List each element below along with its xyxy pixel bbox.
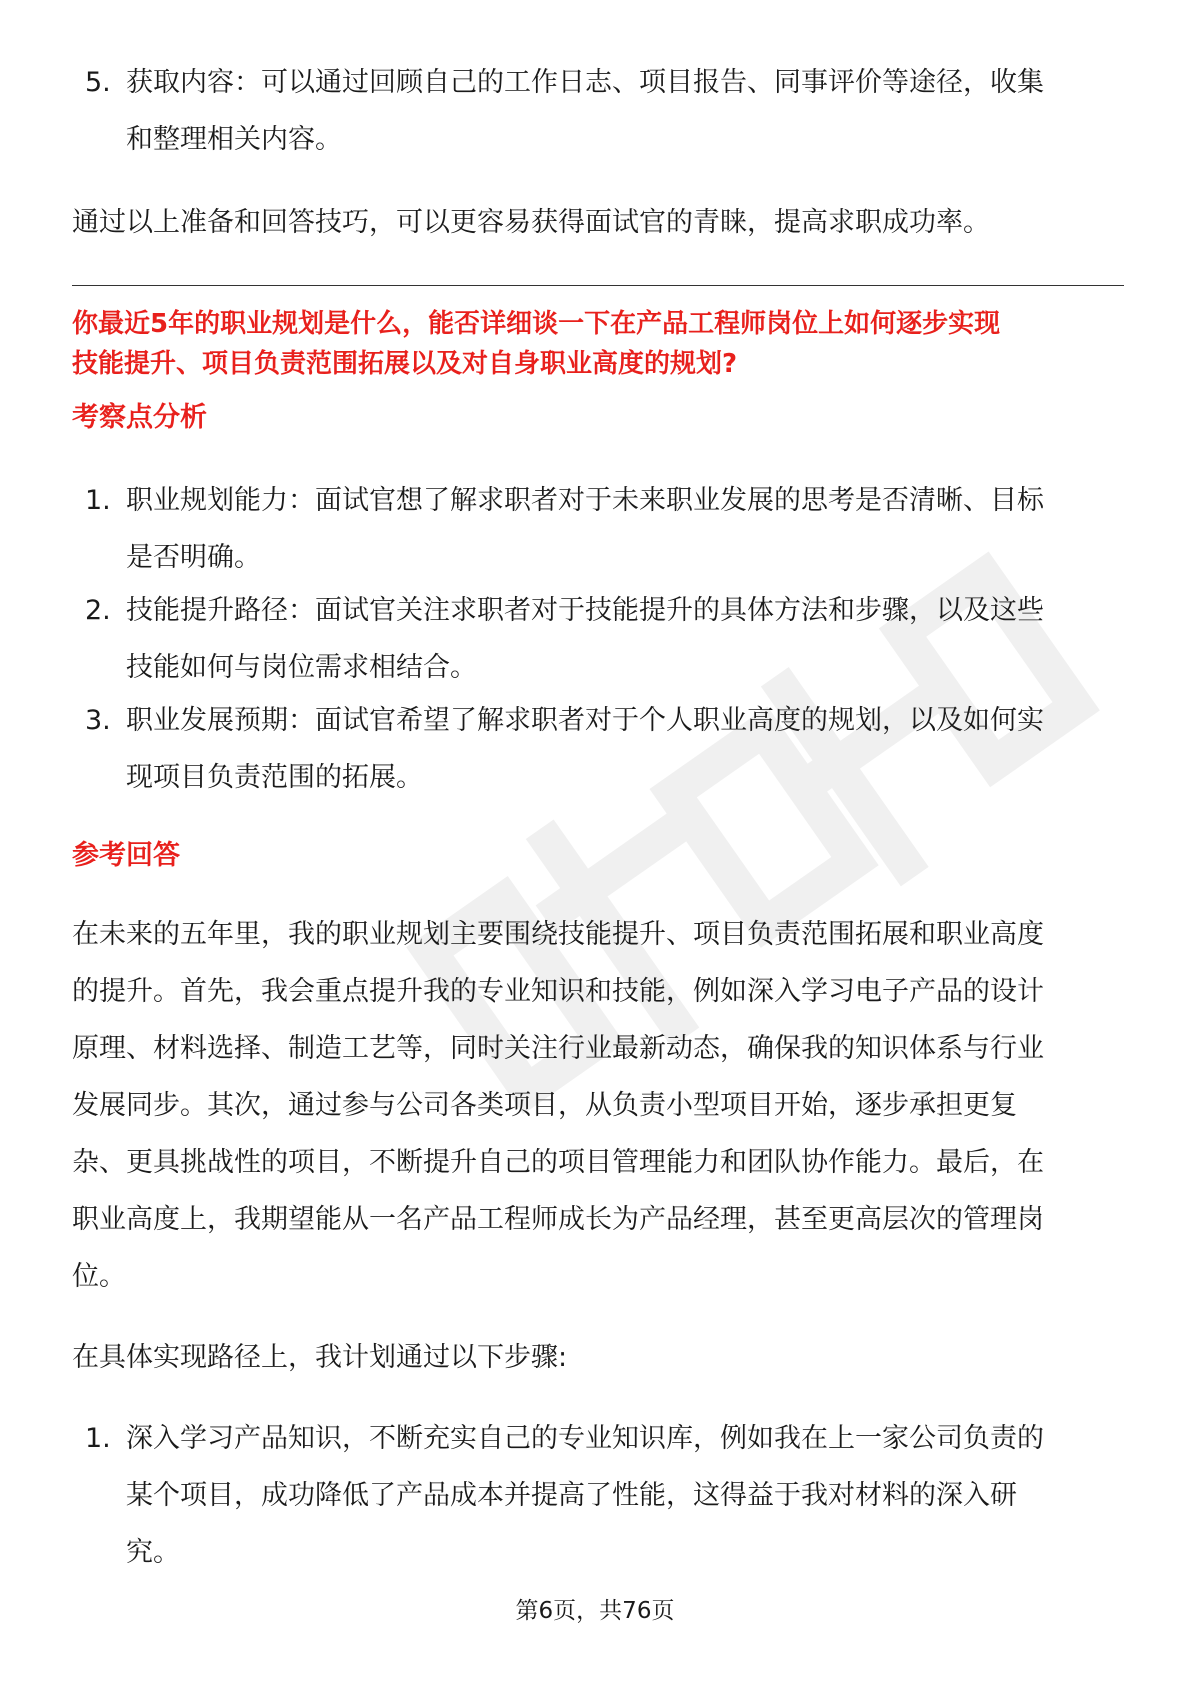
summary-text: 通过以上准备和回答技巧，可以更容易获得面试官的青睐，提高求职成功率。 [72, 207, 990, 238]
page-footer: 第6页，共76页 [515, 1598, 675, 1624]
analysis-heading: 考察点分析 [72, 402, 207, 433]
list-item-text-cont: 某个项目，成功降低了产品成本并提高了性能，这得益于我对材料的深入研 [126, 1480, 1017, 1511]
list-item [72, 54, 1124, 168]
list-item-number: 3. [85, 705, 111, 736]
list-item-text-cont: 现项目负责范围的拓展。 [126, 762, 423, 793]
answer-line: 位。 [72, 1261, 126, 1292]
list-item-text: 技能提升路径：面试官关注求职者对于技能提升的具体方法和步骤，以及这些 [126, 595, 1044, 626]
list-item-text-cont: 是否明确。 [126, 542, 261, 573]
answer-line: 杂、更具挑战性的项目，不断提升自己的项目管理能力和团队协作能力。最后，在 [72, 1147, 1044, 1178]
question-line: 你最近5年的职业规划是什么，能否详细谈一下在产品工程师岗位上如何逐步实现 [72, 309, 1001, 339]
list-item-text: 获取内容：可以通过回顾自己的工作日志、项目报告、同事评价等途径，收集 [126, 67, 1044, 98]
list-item-number: 5. [85, 67, 111, 98]
answer-line: 在未来的五年里，我的职业规划主要围绕技能提升、项目负责范围拓展和职业高度 [72, 919, 1044, 950]
question-line: 技能提升、项目负责范围拓展以及对自身职业高度的规划? [72, 349, 738, 379]
answer-heading: 参考回答 [72, 840, 180, 871]
steps-list [72, 1410, 1124, 1581]
list-item-text: 深入学习产品知识，不断充实自己的专业知识库，例如我在上一家公司负责的 [126, 1423, 1044, 1454]
list-item [72, 582, 1124, 696]
list-item-number: 1. [85, 1423, 111, 1454]
answer-line: 发展同步。其次，通过参与公司各类项目，从负责小型项目开始，逐步承担更复 [72, 1090, 1017, 1121]
section-divider [72, 285, 1124, 286]
list-item-text-cont: 和整理相关内容。 [126, 124, 342, 155]
list-item-text-cont: 究。 [126, 1537, 180, 1568]
list-item [72, 472, 1124, 586]
answer-line: 职业高度上，我期望能从一名产品工程师成长为产品经理，甚至更高层次的管理岗 [72, 1204, 1044, 1235]
list-item-number: 1. [85, 485, 111, 516]
list-item-number: 2. [85, 595, 111, 626]
question-heading [72, 304, 1124, 384]
answer-paragraph [72, 906, 1124, 1305]
answer-line: 的提升。首先，我会重点提升我的专业知识和技能，例如深入学习电子产品的设计 [72, 976, 1044, 1007]
list-item-text: 职业规划能力：面试官想了解求职者对于未来职业发展的思考是否清晰、目标 [126, 485, 1044, 516]
top-list [72, 54, 1124, 168]
list-item [72, 1410, 1124, 1581]
list-item [72, 692, 1124, 806]
list-item-text: 职业发展预期：面试官希望了解求职者对于个人职业高度的规划，以及如何实 [126, 705, 1044, 736]
answer-line: 原理、材料选择、制造工艺等，同时关注行业最新动态，确保我的知识体系与行业 [72, 1033, 1044, 1064]
steps-intro: 在具体实现路径上，我计划通过以下步骤: [72, 1342, 568, 1373]
analysis-list [72, 472, 1124, 806]
list-item-text-cont: 技能如何与岗位需求相结合。 [126, 652, 477, 683]
